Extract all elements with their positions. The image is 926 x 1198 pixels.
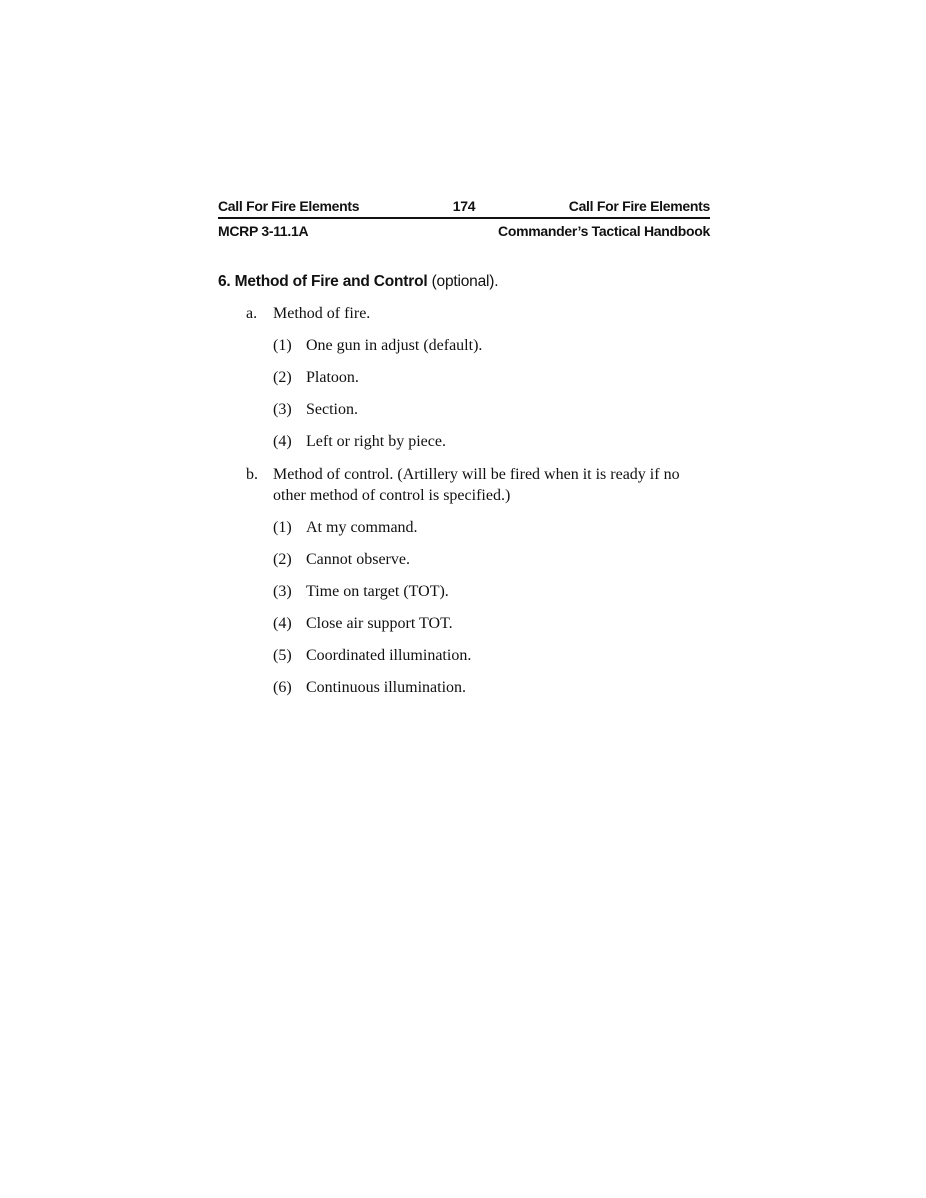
- list-item: [273, 581, 710, 602]
- page-number: 174: [452, 198, 476, 214]
- outline-body: [218, 303, 710, 698]
- list-item: [273, 335, 710, 356]
- item-text: Section.: [306, 401, 358, 418]
- item-text: Cannot observe.: [306, 551, 410, 568]
- item-number: (2): [273, 369, 292, 386]
- header-left-title: Call For Fire Elements: [218, 198, 360, 214]
- document-id: MCRP 3-11.1A: [218, 223, 309, 239]
- item-text: One gun in adjust (default).: [306, 337, 483, 354]
- item-text: Time on target (TOT).: [306, 583, 449, 600]
- item-number: (6): [273, 679, 292, 696]
- item-text: At my command.: [306, 519, 418, 536]
- item-text: Continuous illumination.: [306, 679, 467, 696]
- header-right-title: Call For Fire Elements: [568, 198, 710, 214]
- item-number: (1): [273, 519, 292, 536]
- subsection-a-text: Method of fire.: [273, 305, 371, 322]
- list-item: [273, 677, 710, 698]
- header-row-bottom: [218, 223, 710, 239]
- page-content: [218, 198, 710, 698]
- item-text: Left or right by piece.: [306, 433, 446, 450]
- item-number: (3): [273, 583, 292, 600]
- item-text: Close air support TOT.: [306, 615, 453, 632]
- subsection-b: [246, 464, 710, 506]
- section-heading-bold: 6. Method of Fire and Control: [218, 273, 428, 290]
- section-heading-normal: (optional).: [427, 273, 499, 290]
- list-item: [273, 645, 710, 666]
- list-item: [273, 367, 710, 388]
- section-heading: [218, 272, 710, 291]
- item-number: (3): [273, 401, 292, 418]
- running-header: [218, 198, 710, 239]
- item-number: (5): [273, 647, 292, 664]
- list-item: [273, 399, 710, 420]
- list-item: [273, 613, 710, 634]
- document-title: Commander’s Tactical Handbook: [498, 223, 710, 239]
- item-number: (2): [273, 551, 292, 568]
- list-item: [273, 517, 710, 538]
- list-item: [273, 549, 710, 570]
- item-text: Coordinated illumination.: [306, 647, 472, 664]
- item-number: (4): [273, 433, 292, 450]
- item-number: (4): [273, 615, 292, 632]
- item-text: Platoon.: [306, 369, 359, 386]
- list-item: [273, 431, 710, 452]
- subsection-a: [246, 303, 710, 324]
- header-row-top: [218, 198, 710, 219]
- subsection-b-label: b.: [246, 466, 258, 483]
- item-number: (1): [273, 337, 292, 354]
- subsection-a-label: a.: [246, 305, 258, 322]
- subsection-b-text: Method of control. (Artillery will be fired when it is ready if no other method of control is specified.): [273, 466, 680, 504]
